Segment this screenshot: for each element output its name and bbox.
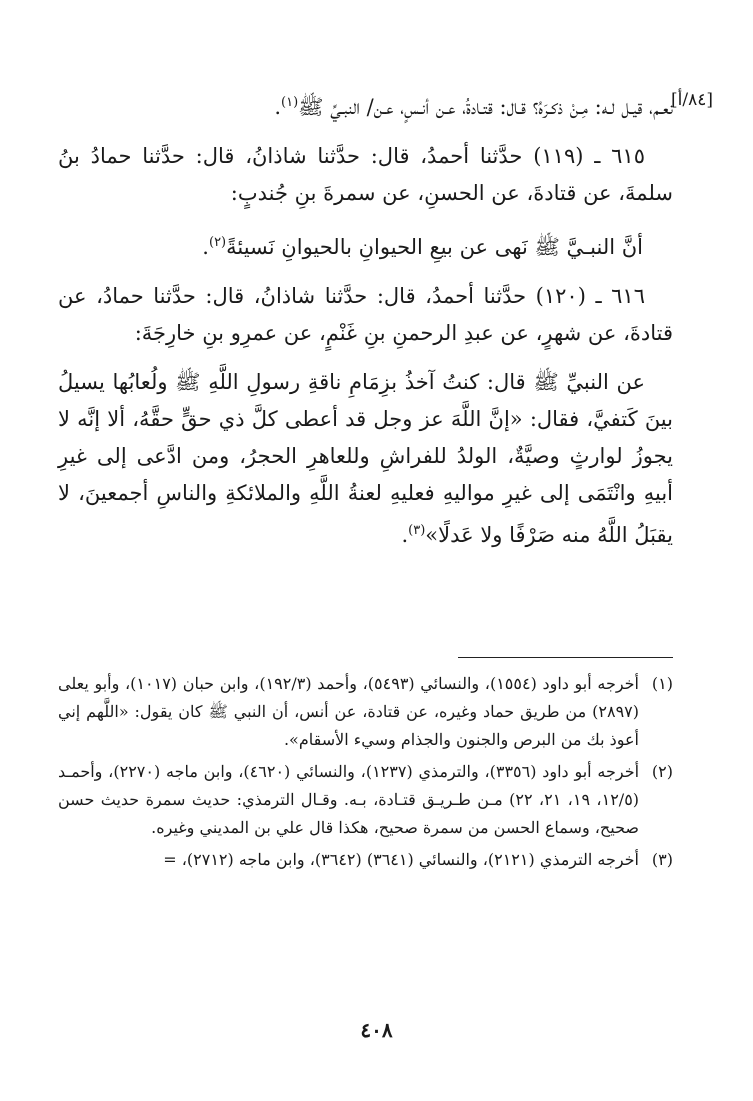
footnote-text: أخرجه أبو داود (١٥٥٤)، والنسائي (٥٤٩٣)، وأحمد (١٩٢/٣)، وابن حبان (١٠١٧)، وأبو يعلى (٢٨٩٧) من طريق حماد وغيره، عن قتادة، عن أنس، أن النبي ﷺ كان يقول: «اللَّهم إني أعوذ بك من البرص والجنون والجذام وسيء الأسقام».: [58, 674, 639, 749]
footnote-number: (٢): [651, 762, 673, 781]
footnote-text: أخرجه الترمذي (٢١٢١)، والنسائي (٣٦٤١) (٣٦٤٢)، وابن ماجه (٢٧١٢)، =: [163, 850, 639, 869]
manuscript-folio-marker: [٨٤/أ]: [671, 90, 713, 110]
footnote-1: [58, 670, 673, 754]
hadith-616-isnad: ٦١٦ ـ (١٢٠) حدَّثنا أحمدُ، قال: حدَّثنا شاذانُ، قال: حدَّثنا حمادُ، عن قتادةَ، عن شهرٍ، عن عبدِ الرحمنِ بنِ غَنْمٍ، عن عمرِو بنِ خارِجَةَ:: [58, 284, 673, 345]
footnote-ref-2[interactable]: (٢): [208, 235, 227, 250]
footnote-ref-3[interactable]: (٣): [408, 523, 426, 538]
footnote-3: [58, 846, 673, 874]
footnote-text: أخرجه أبو داود (٣٣٥٦)، والترمذي (١٢٣٧)، والنسائي (٤٦٢٠)، وابن ماجه (٢٢٧٠)، وأحمـد (١٢/٥، ١٩، ٢١، ٢٢) مـن طـريـق قتـادة، بـه. وقـال الترمذي: حديث سمرة حديث حسن صحيح، وسماع الحسن من سمرة صحيح، هكذا قال علي بن المديني وغيره.: [58, 762, 640, 837]
footnote-number: (٣): [651, 850, 673, 869]
main-text: [58, 84, 673, 566]
hadith-616-matn: عن النبيِّ ﷺ قال: كنتُ آخذُ بزِمَامِ ناقةِ رسولِ اللَّهِ ﷺ ولُعابُها يسيلُ بينَ كَتفيَّ، فقال: «إنَّ اللَّهَ عز وجل قد أعطى كلَّ ذي حقٍّ حقَّهُ، ألا إنَّه لا يجوزُ لوارثٍ وصيَّةٌ، الولدُ للفراشِ وللعاهرِ الحجرُ، ومن ادَّعى إلى غيرِ أبيهِ وانْتَمَى إلى غيرِ مواليهِ فعليهِ لعنةُ اللَّهِ والملائكةِ والناسِ أجمعينَ، لا يقبَلُ اللَّهُ منه صَرْفًا ولا عَدلًا»$^{(٣)}$.: [58, 370, 673, 547]
page-number: ٤٠٨: [360, 1018, 393, 1042]
footnote-separator: [458, 657, 673, 658]
footnote-number: (١): [651, 674, 673, 693]
hadith-615-matn: أنَّ النبـيَّ ﷺ نَهى عن بيعِ الحيوانِ بالحيوانِ نَسيئةً$^{(٢)}$.: [202, 235, 643, 259]
hadith-615-matn-text: أنَّ النبـيَّ ﷺ نَهى عن بيعِ الحيوانِ بالحيوانِ نَسيئةً: [226, 235, 643, 259]
footnotes: [58, 670, 673, 878]
hadith-616-matn-text: عن النبيِّ ﷺ قال: كنتُ آخذُ بزِمَامِ ناقةِ رسولِ اللَّهِ ﷺ ولُعابُها يسيلُ بينَ كَتفيَّ، فقال: «إنَّ اللَّهَ عز وجل قد أعطى كلَّ ذي حقٍّ حقَّهُ، ألا إنَّه لا يجوزُ لوارثٍ وصيَّةٌ، الولدُ للفراشِ وللعاهرِ الحجرُ، ومن ادَّعى إلى غيرِ أبيهِ وانْتَمَى إلى غيرِ مواليهِ فعليهِ لعنةُ اللَّهِ والملائكةِ والناسِ أجمعينَ، لا يقبَلُ اللَّهُ منه صَرْفًا ولا عَدلًا»: [58, 370, 673, 547]
paragraph-1-text: نعـم، قيـل لـه: مِـنْ ذكـرَهُ؟ قـال: قتـادةُ، عـن أنـسٍ، عـن/ النبـيِّ ﷺ: [298, 95, 673, 119]
paragraph-1: نعـم، قيـل لـه: مِـنْ ذكـرَهُ؟ قـال: قتـادةُ، عـن أنـسٍ، عـن/ النبـيِّ ﷺ$^{(١)}$.: [274, 95, 673, 119]
hadith-615-isnad: ٦١٥ ـ (١١٩) حدَّثنا أحمدُ، قال: حدَّثنا شاذانُ، قال: حدَّثنا حمادُ بنُ سلمةَ، عن قتادةَ، عن الحسنِ، عن سمرةَ بنِ جُندبٍ:: [58, 144, 673, 205]
footnote-2: [58, 758, 673, 842]
footnote-ref-1[interactable]: (١): [281, 95, 299, 110]
